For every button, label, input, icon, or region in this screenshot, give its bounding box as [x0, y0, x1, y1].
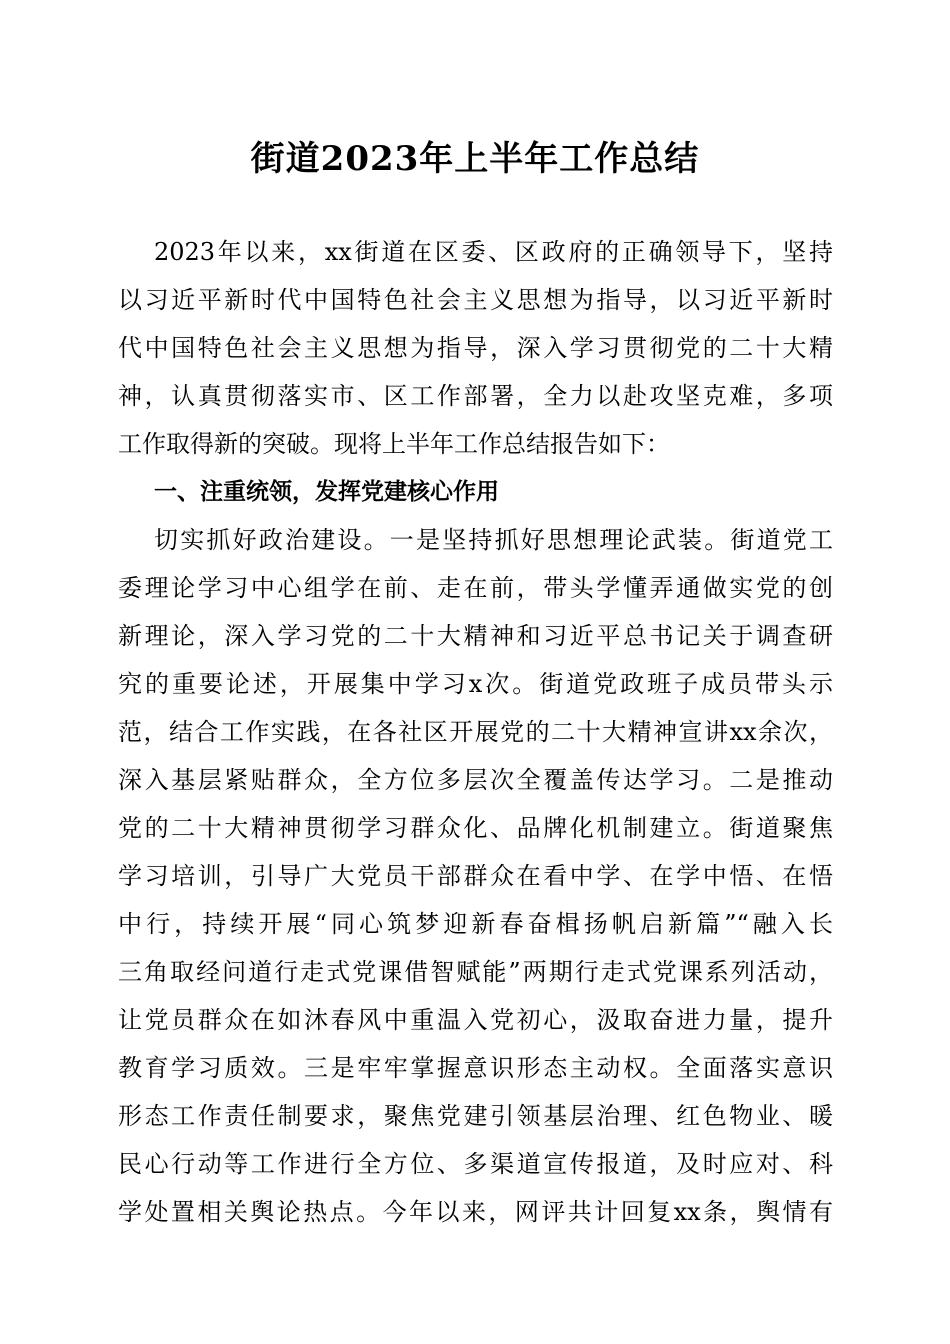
body-line: 三角取经问道行走式党课借智赋能”两期行走式党课系列活动，: [118, 958, 833, 986]
body-line: 范，结合工作实践，在各社区开展党的二十大精神宣讲xx余次，: [118, 718, 833, 746]
body-line: 究的重要论述，开展集中学习x次。街道党政班子成员带头示: [118, 670, 833, 698]
body-line: 形态工作责任制要求，聚焦党建引领基层治理、红色物业、暖: [118, 1102, 833, 1130]
body-line: 深入基层紧贴群众，全方位多层次全覆盖传达学习。二是推动: [118, 766, 833, 794]
intro-line: 2023年以来，xx街道在区委、区政府的正确领导下，坚持: [154, 238, 833, 266]
document-title: 街道2023年上半年工作总结: [250, 139, 700, 179]
section-heading: 一、注重统领，发挥党建核心作用: [154, 479, 499, 505]
body-line: 切实抓好政治建设。一是坚持抓好思想理论武装。街道党工: [154, 526, 833, 554]
intro-line: 神，认真贯彻落实市、区工作部署，全力以赴攻坚克难，多项: [118, 382, 833, 410]
body-line: 中行，持续开展“同心筑梦迎新春奋楫扬帆启新篇”“融入长: [118, 910, 833, 938]
body-line: 民心行动等工作进行全方位、多渠道宣传报道，及时应对、科: [118, 1150, 833, 1178]
intro-line: 代中国特色社会主义思想为指导，深入学习贯彻党的二十大精: [118, 334, 833, 362]
intro-line: 工作取得新的突破。现将上半年工作总结报告如下：: [118, 430, 670, 458]
body-line: 新理论，深入学习党的二十大精神和习近平总书记关于调查研: [118, 622, 833, 650]
body-line: 教育学习质效。三是牢牢掌握意识形态主动权。全面落实意识: [118, 1054, 833, 1082]
intro-line: 以习近平新时代中国特色社会主义思想为指导，以习近平新时: [118, 286, 833, 314]
body-line: 学处置相关舆论热点。今年以来，网评共计回复xx条，舆情有: [118, 1198, 833, 1226]
body-line: 党的二十大精神贯彻学习群众化、品牌化机制建立。街道聚焦: [118, 814, 833, 842]
body-line: 委理论学习中心组学在前、走在前，带头学懂弄通做实党的创: [118, 574, 833, 602]
body-line: 让党员群众在如沐春风中重温入党初心，汲取奋进力量，提升: [118, 1006, 833, 1034]
body-line: 学习培训，引导广大党员干部群众在看中学、在学中悟、在悟: [118, 862, 833, 890]
